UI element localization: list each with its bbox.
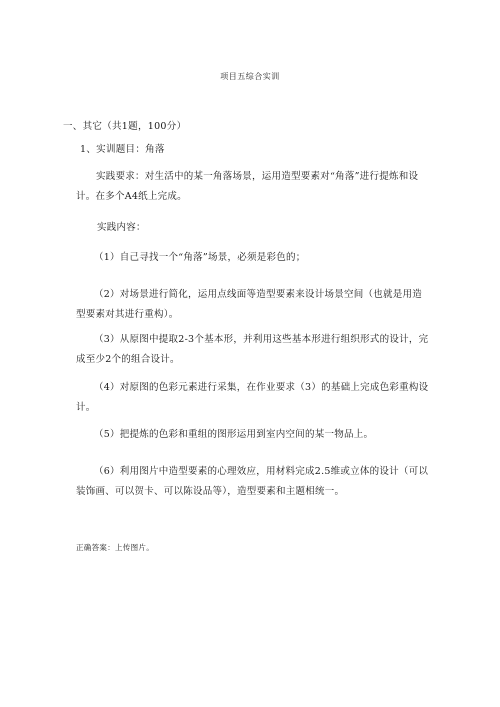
content-item-4: （4）对原图的色彩元素进行采集，在作业要求（3）的基础上完成色彩重构设计。	[76, 382, 429, 413]
content-item-6: （6）利用图片中造型要素的心理效应，用材料完成2.5维或立体的设计（可以装饰画、可以贺卡、可以陈设品等），造型要素和主题相统一。	[76, 466, 429, 497]
content-heading: 实践内容：	[97, 222, 146, 233]
question-title: 1、实训题目：角落	[80, 144, 165, 155]
correct-answer: 正确答案：上传图片。	[76, 543, 154, 552]
content-item-3: （3）从原图中提取2-3个基本形，并利用这些基本形进行组织形式的设计，完成至少2个的组合设计。	[76, 334, 429, 365]
content-item-5: （5）把提炼的色彩和重组的图形运用到室内空间的某一物品上。	[94, 429, 374, 440]
content-item-2: （2）对场景进行简化，运用点线面等造型要素来设计场景空间（也就是用造型要素对其进行重构）。	[76, 289, 423, 320]
content-item-1: （1）自己寻找一个“角落”场景，必须是彩色的；	[94, 252, 306, 263]
document-title: 项目五综合实训	[220, 72, 280, 81]
requirement-paragraph: 实践要求：对生活中的某一角落场景，运用造型要素对“角落”进行提炼和设计。在多个A4纸上完成。	[76, 171, 419, 202]
section-heading: 一、其它（共1题，100分）	[63, 121, 187, 132]
